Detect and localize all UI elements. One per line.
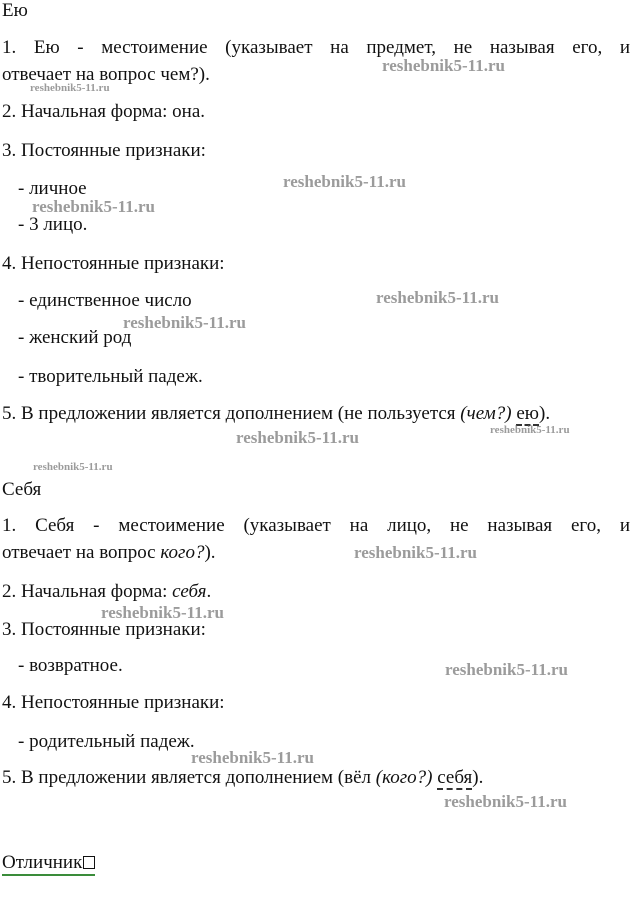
sebya-point-4: 4. Непостоянные признаки:	[2, 692, 225, 713]
section-title-sebya: Себя	[2, 479, 42, 500]
eyu-variable-3: - творительный падеж.	[18, 366, 203, 387]
checkbox-icon	[83, 856, 95, 869]
eyu-point-5	[2, 403, 550, 425]
eyu-point-5-word: ею	[516, 403, 539, 424]
watermark: reshebnik5-11.ru	[30, 82, 110, 94]
sebya-point-2-end: .	[206, 581, 212, 602]
watermark: reshebnik5-11.ru	[236, 428, 359, 447]
watermark: reshebnik5-11.ru	[444, 792, 567, 811]
eyu-point-2: 2. Начальная форма: она.	[2, 101, 206, 122]
eyu-constant-2: - 3 лицо.	[18, 214, 88, 235]
watermark: reshebnik5-11.ru	[123, 313, 246, 332]
watermark: reshebnik5-11.ru	[490, 424, 570, 436]
watermark: reshebnik5-11.ru	[376, 288, 499, 307]
eyu-constant-1: - личное	[18, 178, 87, 199]
sebya-point-1: 1. Себя - местоимение (указывает на лицо, не называя его, и	[2, 515, 630, 536]
eyu-variable-1: - единственное число	[18, 290, 192, 311]
badge-label: Отличник	[2, 852, 83, 873]
sebya-point-1-cont	[2, 542, 216, 564]
sebya-point-1-end: ).	[204, 542, 216, 563]
watermark: reshebnik5-11.ru	[33, 461, 113, 473]
eyu-point-3: 3. Постоянные признаки:	[2, 140, 206, 161]
sebya-constant-1: - возвратное.	[18, 655, 123, 676]
eyu-point-1-cont: отвечает на вопрос чем?).	[2, 64, 210, 85]
sebya-point-5-word: себя	[437, 767, 473, 788]
eyu-point-5-text: 5. В предложении является дополнением (не пользуется	[2, 403, 461, 424]
otlichnik-badge[interactable]	[2, 852, 95, 876]
sebya-point-3: 3. Постоянные признаки:	[2, 619, 206, 640]
watermark: reshebnik5-11.ru	[101, 603, 224, 622]
eyu-point-1: 1. Ею - местоимение (указывает на предмет, не называя его, и	[2, 37, 630, 58]
sebya-variable-1: - родительный падеж.	[18, 731, 195, 752]
sebya-point-5-question: (кого?)	[375, 767, 433, 788]
watermark: reshebnik5-11.ru	[354, 543, 477, 562]
section-title-eyu: Ею	[2, 0, 28, 21]
sebya-point-2-value: себя	[172, 581, 207, 602]
watermark: reshebnik5-11.ru	[32, 197, 155, 216]
sebya-point-1-text: отвечает на вопрос	[2, 542, 161, 563]
eyu-point-5-question: (чем?)	[460, 403, 512, 424]
eyu-variable-2: - женский род	[18, 327, 132, 348]
sebya-point-5-text: 5. В предложении является дополнением (вёл	[2, 767, 376, 788]
sebya-point-2-text: 2. Начальная форма:	[2, 581, 173, 602]
sebya-point-2	[2, 581, 211, 603]
sebya-point-1-question: кого?	[160, 542, 205, 563]
watermark: reshebnik5-11.ru	[445, 660, 568, 679]
watermark: reshebnik5-11.ru	[283, 172, 406, 191]
watermark: reshebnik5-11.ru	[191, 748, 314, 767]
watermark: reshebnik5-11.ru	[382, 56, 505, 75]
eyu-point-5-end: ).	[539, 403, 551, 424]
sebya-point-5-end: ).	[472, 767, 484, 788]
sebya-point-5	[2, 767, 483, 789]
eyu-point-4: 4. Непостоянные признаки:	[2, 253, 225, 274]
